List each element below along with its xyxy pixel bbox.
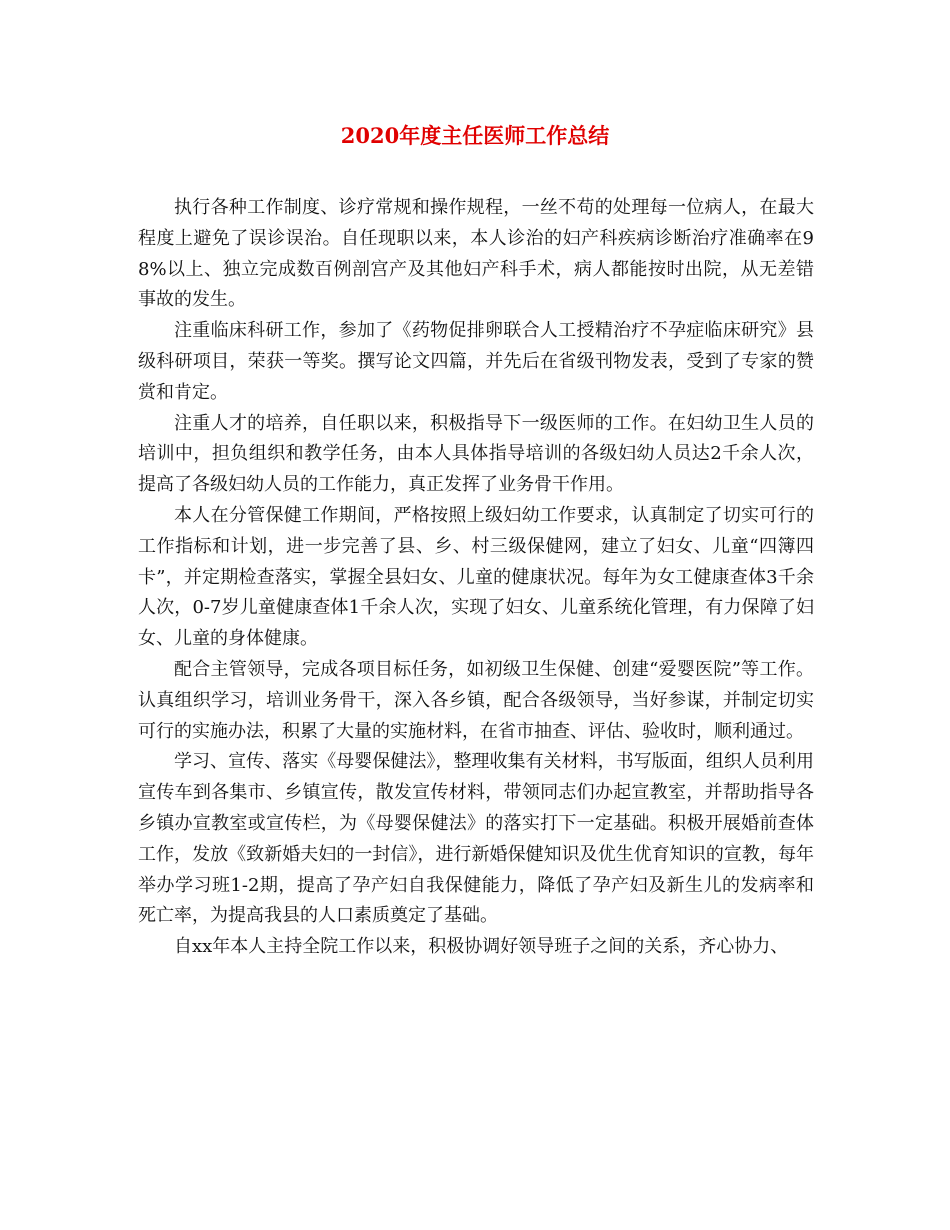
paragraph-1: 执行各种工作制度、诊疗常规和操作规程，一丝不苟的处理每一位病人，在最大程度上避免了误诊误治。自任现职以来，本人诊治的妇产科疾病诊断治疗准确率在98%以上、独立完成数百例剖宫产及其他妇产科手术，病人都能按时出院，从无差错事故的发生。 — [138, 197, 814, 311]
paragraph-7: 自xx年本人主持全院工作以来，积极协调好领导班子之间的关系，齐心协力、 — [174, 936, 789, 958]
document-title: 2020年度主任医师工作总结 — [340, 123, 610, 148]
paragraph-5: 配合主管领导，完成各项目标任务，如初级卫生保健、创建“爱婴医院”等工作。认真组织学习，培训业务骨干，深入各乡镇，配合各级领导，当好参谋，并制定切实可行的实施办法，积累了大量的实施材料，在省市抽查、评估、验收时，顺利通过。 — [138, 658, 814, 742]
paragraph-3: 注重人才的培养，自任职以来，积极指导下一级医师的工作。在妇幼卫生人员的培训中，担负组织和教学任务，由本人具体指导培训的各级妇幼人员达2千余人次，提高了各级妇幼人员的工作能力，真正发挥了业务骨干作用。 — [138, 412, 814, 496]
paragraph-2: 注重临床科研工作，参加了《药物促排卵联合人工授精治疗不孕症临床研究》县级科研项目，荣获一等奖。撰写论文四篇，并先后在省级刊物发表，受到了专家的赞赏和肯定。 — [138, 320, 814, 403]
paragraph-4: 本人在分管保健工作期间，严格按照上级妇幼工作要求，认真制定了切实可行的工作指标和计划，进一步完善了县、乡、村三级保健网，建立了妇女、儿童“四簿四卡”，并定期检查落实，掌握全县妇女、儿童的健康状况。每年为女工健康查体3千余人次，0-7岁儿童健康查体1千余人次，实现了妇女、儿童系统化管理，有力保障了妇女、儿童的身体健康。 — [138, 504, 814, 650]
document-body — [138, 193, 814, 963]
paragraph-6: 学习、宣传、落实《母婴保健法》，整理收集有关材料，书写版面，组织人员利用宣传车到各集市、乡镇宣传，散发宣传材料，带领同志们办起宣教室，并帮助指导各乡镇办宣教室或宣传栏，为《母婴保健法》的落实打下一定基础。积极开展婚前查体工作，发放《致新婚夫妇的一封信》，进行新婚保健知识及优生优育知识的宣教，每年举办学习班1-2期，提高了孕产妇自我保健能力，降低了孕产妇及新生儿的发病率和死亡率，为提高我县的人口素质奠定了基础。 — [138, 751, 814, 927]
